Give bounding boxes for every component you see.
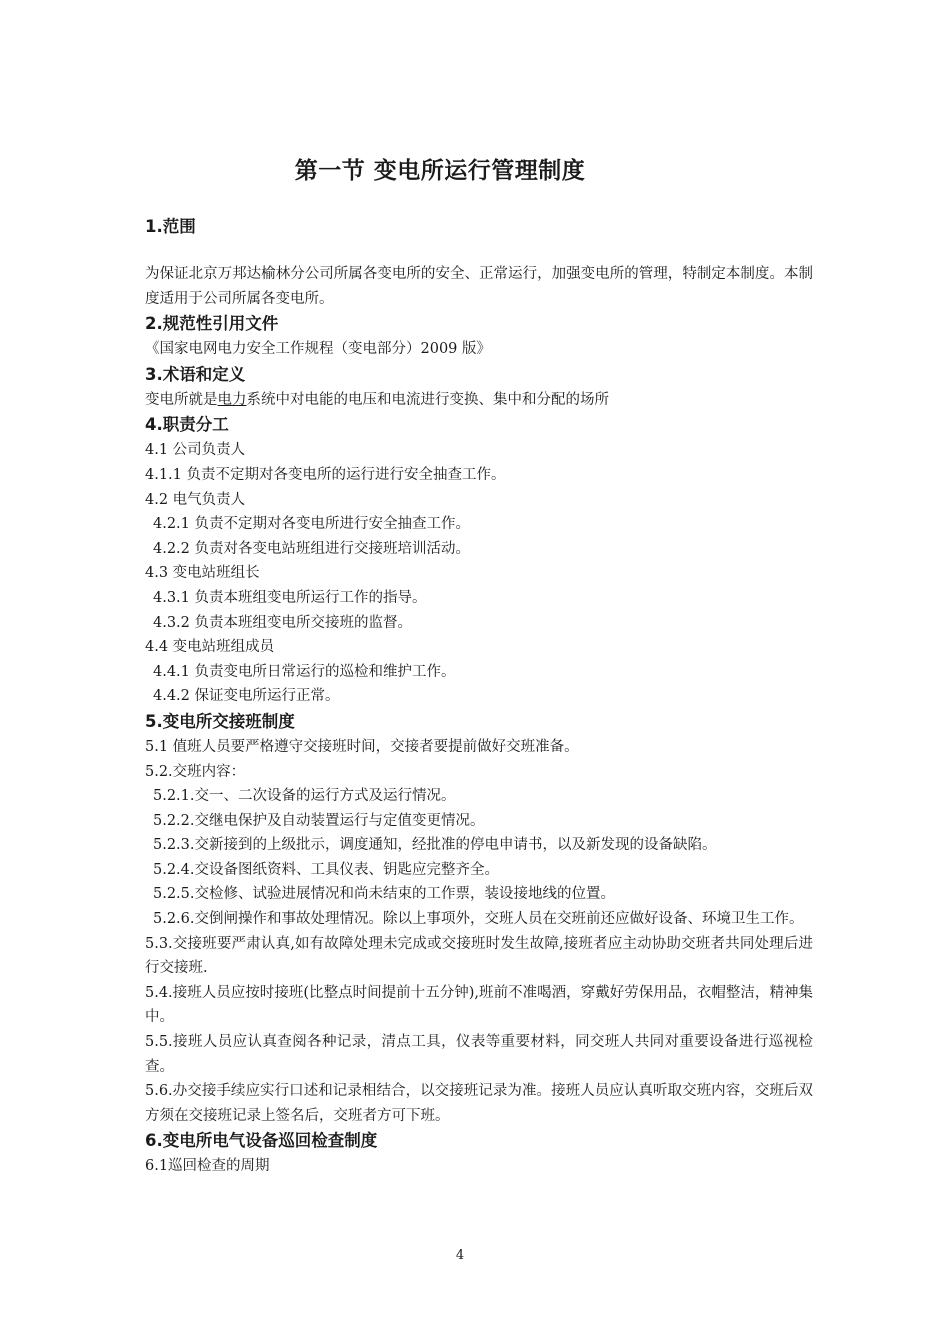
list-item: 4.3.2 负责本班组变电所交接班的监督。: [153, 614, 413, 631]
page-number: 4: [455, 1248, 465, 1263]
section-heading-responsibilities: 4.职责分工: [145, 415, 229, 435]
references-paragraph: 《国家电网电力安全工作规程（变电部分）2009 版》: [145, 341, 492, 358]
list-item: 5.3.交接班要严肃认真,如有故障处理未完成或交接班时发生故障,接班者应主动协助交班者共同处理后进行交接班.: [145, 935, 813, 977]
list-item-text: 5.2.6.交倒闸操作和事故处理情况。除以上事项外，交班人员在交班前还应做好设备、环境卫生工作。: [153, 911, 804, 928]
list-item: 4.3 变电站班组长: [145, 565, 260, 582]
list-item: 4.4.1 负责变电所日常运行的巡检和维护工作。: [153, 663, 456, 680]
list-item: 4.2.1 负责不定期对各变电所进行安全抽查工作。: [153, 516, 471, 533]
scope-paragraph: 为保证北京万邦达榆林分公司所属各变电所的安全、正常运行，加强变电所的管理，特制定本制度。本制度适用于公司所属各变电所。: [145, 266, 813, 307]
terms-text-before: 变电所就是: [145, 391, 218, 408]
section-heading-references: 2.规范性引用文件: [145, 314, 279, 334]
list-item: 4.4 变电站班组成员: [145, 639, 275, 656]
section-heading-scope: 1.范围: [145, 217, 196, 236]
list-item: 4.1 公司负责人: [145, 442, 246, 459]
section-heading-shift-handover: 5.变电所交接班制度: [145, 711, 295, 731]
section-heading-terms: 3.术语和定义: [145, 364, 246, 384]
section-heading-inspection: 6.变电所电气设备巡回检查制度: [145, 1131, 378, 1151]
list-item: 4.4.2 保证变电所运行正常。: [153, 688, 340, 705]
terms-paragraph: [145, 388, 813, 413]
list-item: 4.2.2 负责对各变电站班组进行交接班培训活动。: [153, 540, 471, 557]
list-item: 5.2.5.交检修、试验进展情况和尚未结束的工作票，装设接地线的位置。: [153, 886, 616, 903]
list-item: 5.4.接班人员应按时接班(比整点时间提前十五分钟),班前不准喝酒，穿戴好劳保用品，衣帽整洁，精神集中。: [145, 984, 813, 1026]
list-item: 5.2.2.交继电保护及自动装置运行与定值变更情况。: [153, 812, 485, 829]
list-item: 5.2.3.交新接到的上级批示，调度通知，经批准的停电申请书，以及新发现的设备缺陷。: [153, 837, 717, 854]
list-item: 5.6.办交接手续应实行口述和记录相结合，以交接班记录为准。接班人员应认真听取交班内容，交班后双方须在交接班记录上签名后，交班者方可下班。: [145, 1083, 813, 1124]
list-item: 4.1.1 负责不定期对各变电所的运行进行安全抽查工作。: [145, 466, 506, 483]
list-item: 4.2 电气负责人: [145, 491, 246, 508]
terms-link-electricity[interactable]: 电力: [217, 391, 247, 408]
list-item: 5.2.4.交设备图纸资料、工具仪表、钥匙应完整齐全。: [153, 861, 500, 878]
list-item: 5.2.1.交一、二次设备的运行方式及运行情况。: [153, 788, 456, 805]
list-item: 5.1 值班人员要严格遵守交接班时间，交接者要提前做好交班准备。: [145, 738, 579, 755]
terms-text-after: 系统中对电能的电压和电流进行变换、集中和分配的场所: [246, 391, 609, 408]
page-title: 第一节 变电所运行管理制度: [294, 158, 586, 184]
list-item: 6.1巡回检查的周期: [145, 1158, 270, 1175]
list-item: 4.3.1 负责本班组变电所运行工作的指导。: [153, 589, 427, 606]
list-item: 5.5.接班人员应认真查阅各种记录，清点工具，仪表等重要材料，同交班人共同对重要设备进行巡视检查。: [145, 1034, 813, 1075]
list-item: 5.2.交班内容：: [145, 763, 246, 780]
document-body: [145, 214, 813, 1179]
list-item: [145, 907, 813, 932]
